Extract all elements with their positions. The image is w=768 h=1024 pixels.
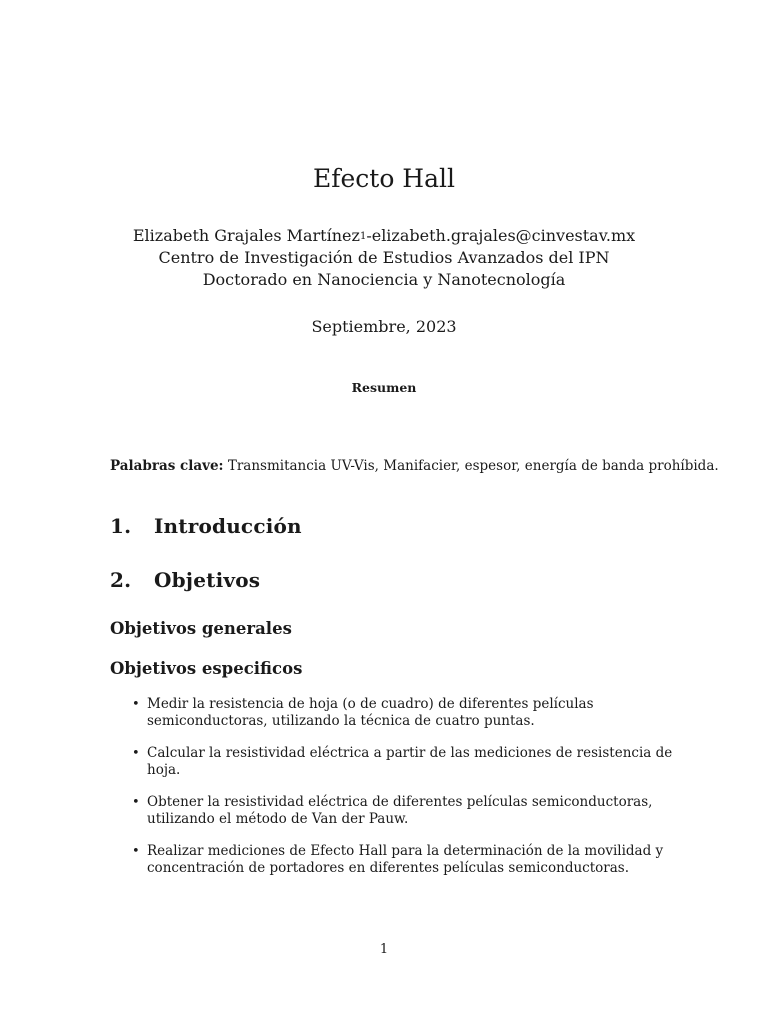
list-item-text: Medir la resistencia de hoja (o de cuadro) de diferentes películas semiconductoras, utilizando la técnica de cuatro puntas. (147, 696, 594, 729)
page-number: 1 (379, 942, 389, 957)
section-number: 2. (110, 568, 132, 592)
bullet-icon: • (132, 844, 140, 859)
section-heading-introduccion (110, 512, 302, 540)
author-block (0, 225, 768, 291)
list-item-text: Obtener la resistividad eléctrica de diferentes películas semiconductoras, utilizando el método de Van der Pauw. (147, 794, 653, 827)
section-title: Introducción (154, 514, 302, 538)
subsection-heading-objetivos-especificos: Objetivos especificos (110, 659, 303, 678)
list-item (110, 745, 698, 779)
affiliation: Centro de Investigación de Estudios Avanzados del IPN (158, 248, 610, 267)
section-number: 1. (110, 514, 132, 538)
author-line (0, 225, 768, 247)
abstract-heading: Resumen (351, 380, 417, 395)
list-item (110, 696, 698, 730)
author-email: -elizabeth.grajales@cinvestav.mx (366, 226, 636, 245)
document-title: Efecto Hall (312, 164, 456, 193)
program: Doctorado en Nanociencia y Nanotecnología (202, 270, 566, 289)
list-item (110, 843, 698, 877)
section-title: Objetivos (154, 568, 261, 592)
bullet-icon: • (132, 795, 140, 810)
author-footnote-mark: 1 (359, 231, 367, 242)
bullet-icon: • (132, 697, 140, 712)
subsection-heading-objetivos-generales: Objetivos generales (110, 619, 292, 638)
keywords-text: Transmitancia UV-Vis, Manifacier, espesor, energía de banda prohíbida. (223, 458, 719, 474)
document-date: Septiembre, 2023 (311, 317, 457, 336)
keywords-label: Palabras clave: (110, 458, 224, 474)
list-item (110, 794, 698, 828)
keywords (110, 456, 719, 476)
bullet-icon: • (132, 746, 140, 761)
section-heading-objetivos (110, 566, 260, 594)
list-item-text: Realizar mediciones de Efecto Hall para la determinación de la movilidad y concentración de portadores en diferentes películas semiconductoras. (147, 843, 664, 876)
objectives-list (110, 696, 698, 892)
author-name: Elizabeth Grajales Martínez (132, 226, 360, 245)
list-item-text: Calcular la resistividad eléctrica a partir de las mediciones de resistencia de hoja. (147, 745, 673, 778)
